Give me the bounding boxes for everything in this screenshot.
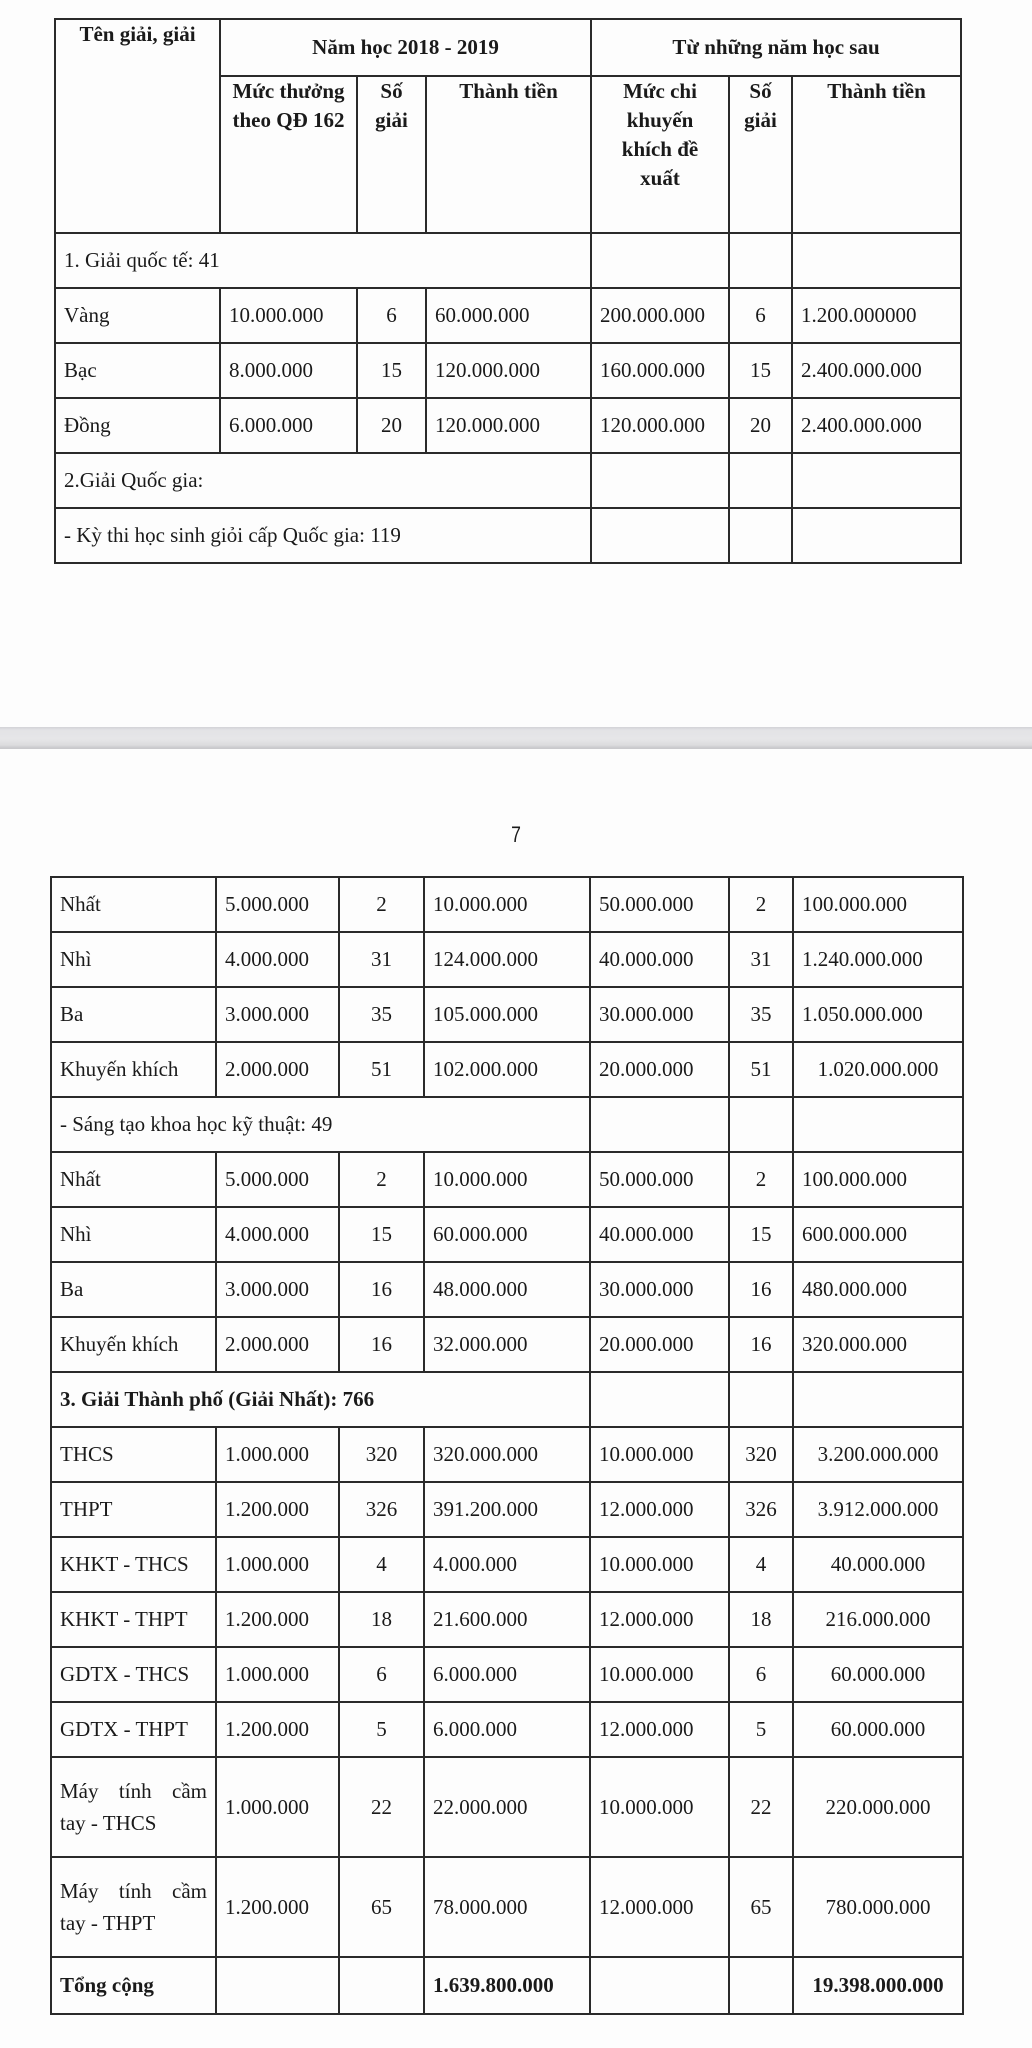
count-2018: 2: [339, 877, 424, 932]
table-row: [55, 343, 961, 398]
count-future: 65: [729, 1857, 793, 1957]
rate-2018: 1.000.000: [216, 1427, 339, 1482]
empty-cell: [729, 1097, 793, 1152]
amount-future: 780.000.000: [793, 1857, 963, 1957]
header-count-2018: Số giải: [357, 76, 426, 233]
award-name: Nhất: [51, 877, 216, 932]
previous-text-fragment: [0, 0, 1032, 6]
count-future: 35: [729, 987, 793, 1042]
amount-2018: 48.000.000: [424, 1262, 590, 1317]
rate-2018: 3.000.000: [216, 987, 339, 1042]
rate-future: 12.000.000: [590, 1592, 729, 1647]
table-row: [51, 1207, 963, 1262]
rate-2018: 3.000.000: [216, 1262, 339, 1317]
count-2018: 15: [339, 1207, 424, 1262]
table-row: [51, 1857, 963, 1957]
header-rate-2018: Mức thưởng theo QĐ 162: [220, 76, 357, 233]
rate-2018: 1.200.000: [216, 1482, 339, 1537]
rate-2018: 8.000.000: [220, 343, 357, 398]
amount-2018: 6.000.000: [424, 1702, 590, 1757]
rate-future: 20.000.000: [590, 1042, 729, 1097]
amount-2018: 320.000.000: [424, 1427, 590, 1482]
total-amount-future: 19.398.000.000: [793, 1957, 963, 2014]
amount-2018: 102.000.000: [424, 1042, 590, 1097]
rate-2018: 4.000.000: [216, 932, 339, 987]
section-row: [55, 508, 961, 563]
empty-cell: [591, 508, 729, 563]
count-future: 15: [729, 343, 792, 398]
amount-2018: 10.000.000: [424, 877, 590, 932]
amount-future: 1.240.000.000: [793, 932, 963, 987]
award-name: KHKT - THCS: [51, 1537, 216, 1592]
count-2018: 51: [339, 1042, 424, 1097]
section-row: [51, 1097, 963, 1152]
empty-cell: [729, 453, 792, 508]
table-row: [55, 398, 961, 453]
award-name: Ba: [51, 1262, 216, 1317]
award-name: Nhì: [51, 1207, 216, 1262]
table-row: [51, 1262, 963, 1317]
amount-future: 40.000.000: [793, 1537, 963, 1592]
amount-future: 600.000.000: [793, 1207, 963, 1262]
table-row: [51, 987, 963, 1042]
empty-cell: [591, 233, 729, 288]
page-break-separator: [0, 727, 1032, 749]
amount-future: 216.000.000: [793, 1592, 963, 1647]
count-future: 5: [729, 1702, 793, 1757]
award-name: GDTX - THCS: [51, 1647, 216, 1702]
award-name: Vàng: [55, 288, 220, 343]
amount-2018: 78.000.000: [424, 1857, 590, 1957]
count-future: 31: [729, 932, 793, 987]
header-group-future-years: Từ những năm học sau: [591, 19, 961, 76]
empty-cell: [793, 1372, 963, 1427]
empty-cell: [590, 1957, 729, 2014]
amount-2018: 10.000.000: [424, 1152, 590, 1207]
reward-table-part-2: [50, 876, 964, 2015]
rate-future: 30.000.000: [590, 1262, 729, 1317]
award-name: KHKT - THPT: [51, 1592, 216, 1647]
amount-2018: 6.000.000: [424, 1647, 590, 1702]
count-2018: 15: [357, 343, 426, 398]
count-future: 2: [729, 877, 793, 932]
rate-2018: 1.200.000: [216, 1592, 339, 1647]
header-group-2018-2019: Năm học 2018 - 2019: [220, 19, 591, 76]
rate-2018: 2.000.000: [216, 1317, 339, 1372]
award-name: Nhất: [51, 1152, 216, 1207]
section-label: 3. Giải Thành phố (Giải Nhất): 766: [51, 1372, 590, 1427]
count-2018: 18: [339, 1592, 424, 1647]
empty-cell: [339, 1957, 424, 2014]
empty-cell: [729, 508, 792, 563]
table-row: [51, 1592, 963, 1647]
rate-2018: 2.000.000: [216, 1042, 339, 1097]
amount-2018: 22.000.000: [424, 1757, 590, 1857]
amount-2018: 105.000.000: [424, 987, 590, 1042]
amount-future: 100.000.000: [793, 1152, 963, 1207]
rate-2018: 6.000.000: [220, 398, 357, 453]
rate-future: 10.000.000: [590, 1537, 729, 1592]
amount-future: 480.000.000: [793, 1262, 963, 1317]
table-row: [51, 1537, 963, 1592]
table-row: [51, 1042, 963, 1097]
amount-future: 60.000.000: [793, 1702, 963, 1757]
amount-future: 3.200.000.000: [793, 1427, 963, 1482]
amount-2018: 120.000.000: [426, 343, 591, 398]
table-row: [51, 1757, 963, 1857]
rate-future: 160.000.000: [591, 343, 729, 398]
amount-2018: 124.000.000: [424, 932, 590, 987]
rate-2018: 1.000.000: [216, 1537, 339, 1592]
empty-cell: [591, 453, 729, 508]
count-future: 6: [729, 1647, 793, 1702]
amount-future: 100.000.000: [793, 877, 963, 932]
section-label: 1. Giải quốc tế: 41: [55, 233, 591, 288]
table-row: [51, 1482, 963, 1537]
count-future: 326: [729, 1482, 793, 1537]
award-name: Máy tính cầm tay - THCS: [51, 1757, 216, 1857]
section-row: [55, 233, 961, 288]
rate-future: 50.000.000: [590, 1152, 729, 1207]
count-2018: 6: [339, 1647, 424, 1702]
count-2018: 22: [339, 1757, 424, 1857]
empty-cell: [792, 233, 961, 288]
rate-future: 12.000.000: [590, 1482, 729, 1537]
count-2018: 5: [339, 1702, 424, 1757]
award-name: GDTX - THPT: [51, 1702, 216, 1757]
count-2018: 6: [357, 288, 426, 343]
rate-future: 120.000.000: [591, 398, 729, 453]
total-label: Tổng cộng: [51, 1957, 216, 2014]
amount-future: 320.000.000: [793, 1317, 963, 1372]
amount-future: 2.400.000.000: [792, 343, 961, 398]
amount-future: 1.020.000.000: [793, 1042, 963, 1097]
amount-2018: 60.000.000: [424, 1207, 590, 1262]
rate-future: 40.000.000: [590, 932, 729, 987]
amount-2018: 60.000.000: [426, 288, 591, 343]
count-future: 20: [729, 398, 792, 453]
rate-future: 10.000.000: [590, 1427, 729, 1482]
section-label: - Sáng tạo khoa học kỹ thuật: 49: [51, 1097, 590, 1152]
header-amount-2018: Thành tiền: [426, 76, 591, 233]
table-row: [51, 1647, 963, 1702]
empty-cell: [793, 1097, 963, 1152]
award-name: Nhì: [51, 932, 216, 987]
rate-future: 200.000.000: [591, 288, 729, 343]
section-label: 2.Giải Quốc gia:: [55, 453, 591, 508]
amount-future: 1.050.000.000: [793, 987, 963, 1042]
reward-table-part-1: [54, 18, 962, 564]
rate-future: 10.000.000: [590, 1647, 729, 1702]
count-2018: 20: [357, 398, 426, 453]
table-row: [51, 1152, 963, 1207]
count-2018: 16: [339, 1317, 424, 1372]
section-row: [55, 453, 961, 508]
table-row: [51, 1427, 963, 1482]
award-name: Khuyến khích: [51, 1317, 216, 1372]
header-count-future: Số giải: [729, 76, 792, 233]
total-row: [51, 1957, 963, 2014]
empty-cell: [216, 1957, 339, 2014]
empty-cell: [792, 508, 961, 563]
count-future: 6: [729, 288, 792, 343]
count-2018: 2: [339, 1152, 424, 1207]
count-future: 16: [729, 1262, 793, 1317]
count-future: 51: [729, 1042, 793, 1097]
count-2018: 4: [339, 1537, 424, 1592]
count-future: 2: [729, 1152, 793, 1207]
award-name: Khuyến khích: [51, 1042, 216, 1097]
rate-future: 20.000.000: [590, 1317, 729, 1372]
rate-future: 30.000.000: [590, 987, 729, 1042]
amount-future: 3.912.000.000: [793, 1482, 963, 1537]
table-row: [55, 288, 961, 343]
amount-future: 1.200.000000: [792, 288, 961, 343]
rate-2018: 5.000.000: [216, 877, 339, 932]
rate-2018: 1.200.000: [216, 1702, 339, 1757]
rate-future: 50.000.000: [590, 877, 729, 932]
amount-2018: 120.000.000: [426, 398, 591, 453]
count-2018: 320: [339, 1427, 424, 1482]
header-amount-future: Thành tiền: [792, 76, 961, 233]
table-row: [51, 932, 963, 987]
empty-cell: [590, 1372, 729, 1427]
section-label: - Kỳ thi học sinh giỏi cấp Quốc gia: 119: [55, 508, 591, 563]
section-row: [51, 1372, 963, 1427]
amount-2018: 32.000.000: [424, 1317, 590, 1372]
count-future: 320: [729, 1427, 793, 1482]
rate-2018: 5.000.000: [216, 1152, 339, 1207]
rate-future: 40.000.000: [590, 1207, 729, 1262]
award-name: Máy tính cầm tay - THPT: [51, 1857, 216, 1957]
award-name: THCS: [51, 1427, 216, 1482]
count-2018: 16: [339, 1262, 424, 1317]
amount-2018: 391.200.000: [424, 1482, 590, 1537]
count-future: 15: [729, 1207, 793, 1262]
count-future: 18: [729, 1592, 793, 1647]
rate-future: 12.000.000: [590, 1857, 729, 1957]
table-row: [51, 1702, 963, 1757]
empty-cell: [729, 233, 792, 288]
count-future: 4: [729, 1537, 793, 1592]
award-name: Ba: [51, 987, 216, 1042]
count-2018: 35: [339, 987, 424, 1042]
count-future: 22: [729, 1757, 793, 1857]
rate-2018: 10.000.000: [220, 288, 357, 343]
page-number: 7: [511, 822, 521, 847]
rate-2018: 1.200.000: [216, 1857, 339, 1957]
rate-2018: 1.000.000: [216, 1647, 339, 1702]
rate-2018: 1.000.000: [216, 1757, 339, 1857]
empty-cell: [729, 1372, 793, 1427]
amount-future: 2.400.000.000: [792, 398, 961, 453]
count-future: 16: [729, 1317, 793, 1372]
total-amount-2018: 1.639.800.000: [424, 1957, 590, 2014]
count-2018: 326: [339, 1482, 424, 1537]
rate-2018: 4.000.000: [216, 1207, 339, 1262]
amount-2018: 4.000.000: [424, 1537, 590, 1592]
amount-future: 60.000.000: [793, 1647, 963, 1702]
award-name: THPT: [51, 1482, 216, 1537]
table-row: [51, 877, 963, 932]
count-2018: 31: [339, 932, 424, 987]
header-rate-future: Mức chi khuyến khích đề xuất: [591, 76, 729, 233]
table-row: [51, 1317, 963, 1372]
count-2018: 65: [339, 1857, 424, 1957]
amount-future: 220.000.000: [793, 1757, 963, 1857]
empty-cell: [729, 1957, 793, 2014]
empty-cell: [590, 1097, 729, 1152]
rate-future: 10.000.000: [590, 1757, 729, 1857]
award-name: Đồng: [55, 398, 220, 453]
amount-2018: 21.600.000: [424, 1592, 590, 1647]
rate-future: 12.000.000: [590, 1702, 729, 1757]
empty-cell: [792, 453, 961, 508]
header-award-name: Tên giải, giải: [55, 19, 220, 233]
award-name: Bạc: [55, 343, 220, 398]
